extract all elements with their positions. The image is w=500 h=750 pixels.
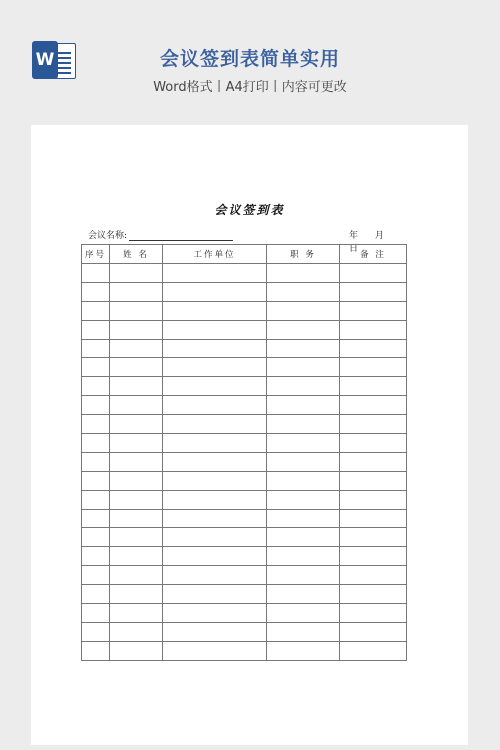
table-cell <box>267 358 340 377</box>
table-cell <box>163 358 267 377</box>
table-cell <box>82 566 110 585</box>
table-row <box>82 585 407 604</box>
table-cell <box>163 339 267 358</box>
table-row <box>82 547 407 566</box>
table-cell <box>82 585 110 604</box>
table-cell <box>110 415 163 434</box>
table-cell <box>267 471 340 490</box>
table-cell <box>163 490 267 509</box>
page-title: 会议签到表简单实用 <box>159 48 340 70</box>
table-cell <box>82 604 110 623</box>
table-cell <box>110 377 163 396</box>
table-cell <box>163 622 267 641</box>
column-header-remarks: 备 注 <box>340 245 407 264</box>
table-cell <box>82 509 110 528</box>
table-cell <box>82 490 110 509</box>
table-cell <box>267 566 340 585</box>
table-row <box>82 301 407 320</box>
table-cell <box>267 452 340 471</box>
table-cell <box>110 604 163 623</box>
table-cell <box>82 641 110 660</box>
table-cell <box>82 301 110 320</box>
table-cell <box>82 339 110 358</box>
table-cell <box>163 377 267 396</box>
table-row <box>82 320 407 339</box>
table-cell <box>163 585 267 604</box>
table-cell <box>82 282 110 301</box>
table-cell <box>267 282 340 301</box>
table-row <box>82 641 407 660</box>
table-cell <box>163 415 267 434</box>
table-cell <box>163 434 267 453</box>
table-cell <box>82 434 110 453</box>
table-cell <box>82 622 110 641</box>
table-cell <box>110 358 163 377</box>
table-cell <box>110 320 163 339</box>
table-row <box>82 490 407 509</box>
table-cell <box>340 604 407 623</box>
table-cell <box>340 396 407 415</box>
table-cell <box>340 471 407 490</box>
page-subtitle: Word格式丨A4打印丨内容可更改 <box>153 80 347 95</box>
word-icon-badge: W <box>32 41 58 79</box>
table-cell <box>110 566 163 585</box>
table-cell <box>340 547 407 566</box>
table-cell <box>340 509 407 528</box>
table-cell <box>110 490 163 509</box>
meeting-name-line <box>129 230 233 241</box>
table-cell <box>110 301 163 320</box>
table-cell <box>163 566 267 585</box>
table-cell <box>267 585 340 604</box>
table-row <box>82 377 407 396</box>
table-body <box>82 264 407 661</box>
table-cell <box>267 301 340 320</box>
column-header-name: 姓 名 <box>110 245 163 264</box>
table-cell <box>163 320 267 339</box>
table-cell <box>267 396 340 415</box>
table-header-row <box>82 245 407 264</box>
table-cell <box>163 509 267 528</box>
table-cell <box>82 377 110 396</box>
table-cell <box>267 528 340 547</box>
table-cell <box>267 641 340 660</box>
table-cell <box>82 452 110 471</box>
table-cell <box>110 434 163 453</box>
table-cell <box>163 641 267 660</box>
table-cell <box>267 264 340 283</box>
table-cell <box>267 320 340 339</box>
table-cell <box>82 528 110 547</box>
table-cell <box>82 471 110 490</box>
table-cell <box>340 301 407 320</box>
table-cell <box>110 547 163 566</box>
document-title: 会议签到表 <box>214 203 285 217</box>
table-cell <box>340 434 407 453</box>
table-cell <box>340 358 407 377</box>
table-cell <box>82 358 110 377</box>
table-row <box>82 566 407 585</box>
table-cell <box>340 622 407 641</box>
signin-table <box>81 244 407 661</box>
table-cell <box>267 490 340 509</box>
table-cell <box>267 339 340 358</box>
table-cell <box>340 282 407 301</box>
table-cell <box>163 282 267 301</box>
table-cell <box>163 264 267 283</box>
table-cell <box>267 377 340 396</box>
date-label: 年 月 日 <box>349 231 384 254</box>
table-cell <box>340 528 407 547</box>
table-cell <box>267 547 340 566</box>
table-cell <box>110 396 163 415</box>
column-header-index: 序号 <box>82 245 110 264</box>
table-cell <box>267 604 340 623</box>
column-header-work-unit: 工作单位 <box>163 245 267 264</box>
table-cell <box>163 452 267 471</box>
table-row <box>82 358 407 377</box>
table-cell <box>267 622 340 641</box>
table-cell <box>340 415 407 434</box>
table-cell <box>110 509 163 528</box>
table-cell <box>163 471 267 490</box>
table-cell <box>163 301 267 320</box>
table-cell <box>110 641 163 660</box>
table-cell <box>340 320 407 339</box>
table-cell <box>163 547 267 566</box>
table-row <box>82 509 407 528</box>
table-row <box>82 471 407 490</box>
table-row <box>82 396 407 415</box>
table-cell <box>110 528 163 547</box>
table-cell <box>340 490 407 509</box>
table-cell <box>110 282 163 301</box>
table-cell <box>267 509 340 528</box>
table-cell <box>82 396 110 415</box>
table-cell <box>82 320 110 339</box>
table-cell <box>110 585 163 604</box>
table-cell <box>163 604 267 623</box>
table-row <box>82 415 407 434</box>
table-cell <box>110 452 163 471</box>
table-cell <box>340 585 407 604</box>
table-row <box>82 604 407 623</box>
document-preview <box>31 125 468 745</box>
table-row <box>82 622 407 641</box>
table-row <box>82 264 407 283</box>
table-cell <box>163 528 267 547</box>
table-cell <box>340 641 407 660</box>
table-row <box>82 528 407 547</box>
table-cell <box>82 415 110 434</box>
table-row <box>82 282 407 301</box>
table-cell <box>110 339 163 358</box>
table-cell <box>82 264 110 283</box>
table-cell <box>340 566 407 585</box>
column-header-position: 职 务 <box>267 245 340 264</box>
table-cell <box>110 264 163 283</box>
table-cell <box>163 396 267 415</box>
table-cell <box>267 434 340 453</box>
table-cell <box>340 377 407 396</box>
table-row <box>82 339 407 358</box>
table-row <box>82 434 407 453</box>
table-cell <box>340 452 407 471</box>
table-row <box>82 452 407 471</box>
table-cell <box>340 264 407 283</box>
table-cell <box>110 622 163 641</box>
meeting-name-label: 会议名称: <box>88 231 128 241</box>
table-cell <box>82 547 110 566</box>
table-cell <box>110 471 163 490</box>
table-cell <box>267 415 340 434</box>
table-cell <box>340 339 407 358</box>
